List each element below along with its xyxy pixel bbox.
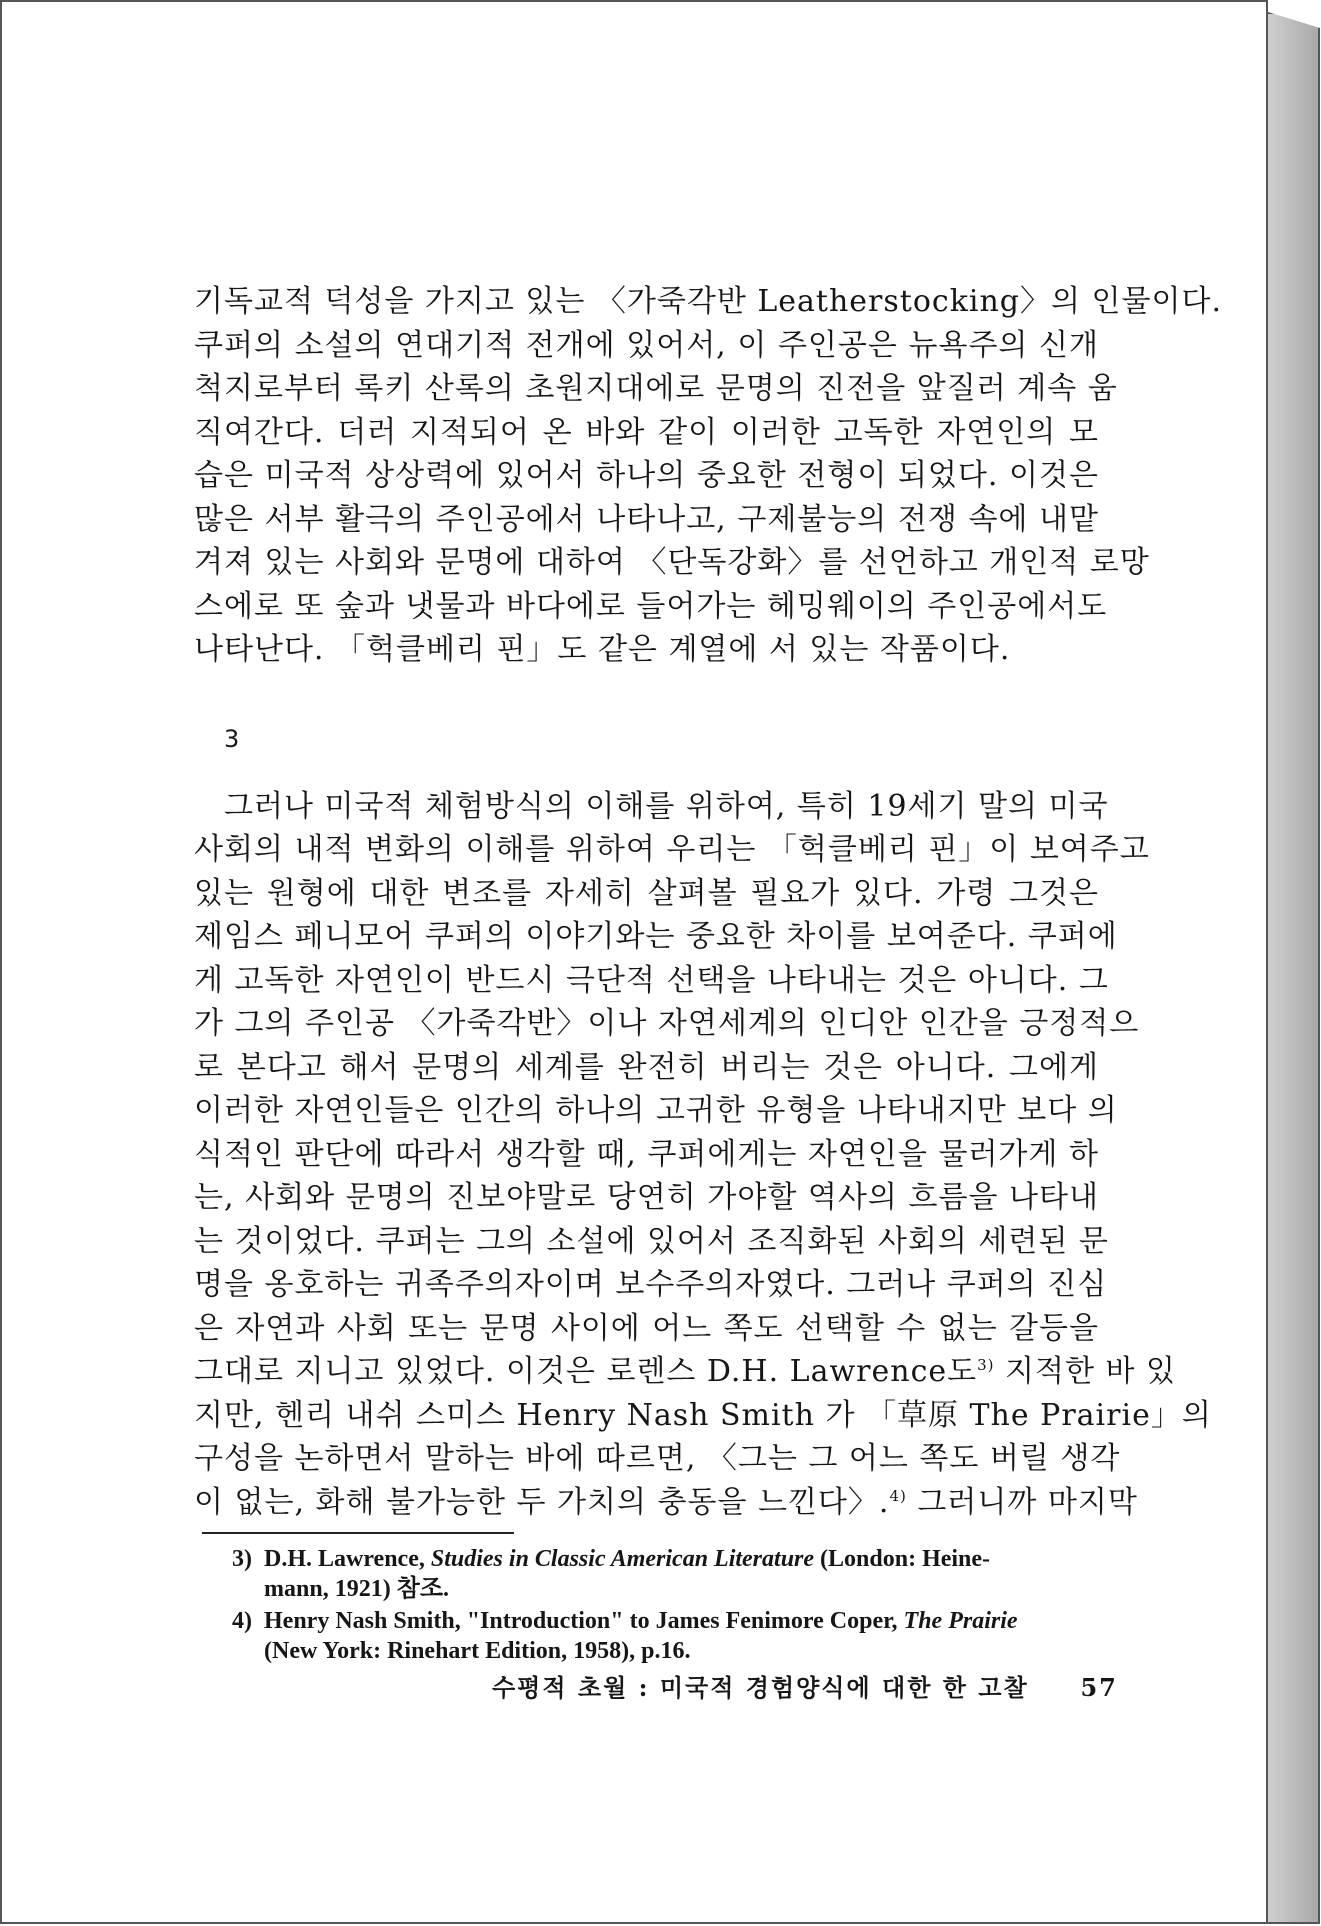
text-line	[194, 1350, 1177, 1394]
text-line: 기독교적 덕성을 가지고 있는 〈가죽각반 Leatherstocking〉의 인물이다.	[194, 284, 1222, 319]
text-line: 많은 서부 활극의 주인공에서 나타나고, 구제불능의 전쟁 속에 내맡	[194, 501, 1099, 537]
text-line: 나타난다. 「헉클베리 핀」도 같은 계열에 서 있는 작품이다.	[194, 632, 1011, 667]
page-number: 57	[1080, 1673, 1118, 1702]
footnote-text: (London: Heine-	[814, 1546, 991, 1572]
text-line: 는 것이었다. 쿠퍼는 그의 소설에 있어서 조직화된 사회의 세련된 문	[194, 1223, 1109, 1259]
text-line: 은 자연과 사회 또는 문명 사이에 어느 쪽도 선택할 수 없는 갈등을	[194, 1310, 1099, 1346]
text-line: 그러나 미국적 체험방식의 이해를 위하여, 특히 19세기 말의 미국	[224, 788, 1109, 824]
section-number: 3	[224, 724, 240, 753]
text-line: 스에로 또 숲과 냇물과 바다에로 들어가는 헤밍웨이의 주인공에서도	[194, 588, 1108, 624]
footnote-ref: 4)	[889, 1486, 907, 1505]
text-segment: 이 없는, 화해 불가능한 두 가치의 충동을 느낀다〉.	[194, 1484, 890, 1520]
text-line: 직여간다. 더러 지적되어 온 바와 같이 이러한 고독한 자연인의 모	[194, 414, 1099, 450]
text-line: 로 본다고 해서 문명의 세계를 완전히 버리는 것은 아니다. 그에게	[194, 1049, 1099, 1085]
footnote-title: The Prairie	[903, 1608, 1018, 1634]
footnote-text: Henry Nash Smith, "Introduction" to James Fenimore Coper,	[264, 1608, 904, 1634]
text-line: 구성을 논하면서 말하는 바에 따르면, 〈그는 그 어느 쪽도 버릴 생각	[194, 1441, 1121, 1476]
footnote-title: Studies in Classic American Literature	[430, 1546, 815, 1572]
text-line: 는, 사회와 문명의 진보야말로 당연히 가야할 역사의 흐름을 나타내	[194, 1180, 1099, 1215]
text-segment: 그대로 지니고 있었다. 이것은 로렌스 D.H. Lawrence도	[194, 1354, 978, 1389]
footnote-number: 3)	[232, 1546, 252, 1572]
text-line: 있는 원형에 대한 변조를 자세히 살펴볼 필요가 있다. 가령 그것은	[194, 875, 1099, 911]
text-line: 명을 옹호하는 귀족주의자이며 보수주의자였다. 그러나 쿠퍼의 진심	[194, 1267, 1108, 1302]
paragraph-2	[194, 785, 1212, 1525]
footnote	[232, 1544, 1100, 1604]
text-line: 이러한 자연인들은 인간의 하나의 고귀한 유형을 나타내지만 보다 의	[194, 1093, 1118, 1128]
text-line: 식적인 판단에 따라서 생각할 때, 쿠퍼에게는 자연인을 물러가게 하	[194, 1136, 1099, 1172]
text-segment: 지적한 바 있	[994, 1354, 1177, 1389]
text-line	[194, 1481, 1138, 1525]
footnote-continuation: mann, 1921) 참조.	[264, 1576, 450, 1602]
footnote-continuation: (New York: Rinehart Edition, 1958), p.16.	[264, 1638, 691, 1664]
text-line: 게 고독한 자연인이 반드시 극단적 선택을 나타내는 것은 아니다. 그	[194, 962, 1109, 998]
footnote-number: 4)	[232, 1608, 252, 1634]
text-line: 가 그의 주인공 〈가죽각반〉이나 자연세계의 인디안 인간을 긍정적으	[194, 1006, 1140, 1041]
text-line: 겨져 있는 사회와 문명에 대하여 〈단독강화〉를 선언하고 개인적 로망	[194, 545, 1150, 580]
footnote-ref: 3)	[977, 1356, 995, 1374]
text-segment: 그러니까 마지막	[917, 1484, 1138, 1520]
text-line: 척지로부터 록키 산록의 초원지대에로 문명의 진전을 앞질러 계속 움	[194, 371, 1118, 406]
page-edge	[1268, 12, 1320, 1924]
text-line: 지만, 헨리 내쉬 스미스 Henry Nash Smith 가 「草原 The Prairie」의	[194, 1397, 1212, 1433]
footnotes	[232, 1544, 1100, 1666]
running-footer	[492, 1668, 1118, 1703]
body-text	[194, 280, 1222, 1668]
text-line: 습은 미국적 상상력에 있어서 하나의 중요한 전형이 되었다. 이것은	[194, 458, 1099, 493]
text-line: 제임스 페니모어 쿠퍼의 이야기와는 중요한 차이를 보여준다. 쿠퍼에	[194, 919, 1118, 954]
text-line: 사회의 내적 변화의 이해를 위하여 우리는 「헉클베리 핀」이 보여주고	[194, 832, 1150, 867]
footnote-text: D.H. Lawrence,	[264, 1546, 431, 1572]
footnote-divider	[202, 1532, 514, 1534]
running-title: 수평적 초월 : 미국적 경험양식에 대한 한 고찰	[492, 1673, 1029, 1702]
text-line: 쿠퍼의 소설의 연대기적 전개에 있어서, 이 주인공은 뉴욕주의 신개	[194, 327, 1099, 363]
paragraph-1	[194, 280, 1222, 672]
footnote	[232, 1606, 1100, 1666]
